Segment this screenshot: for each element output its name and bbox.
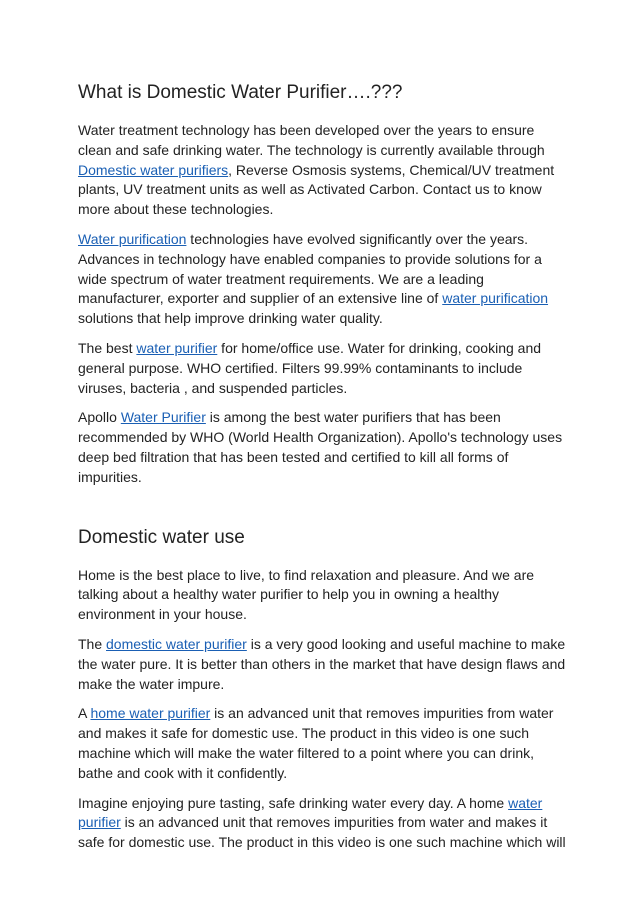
inline-link[interactable]: Water Purifier xyxy=(120,409,206,426)
inline-link[interactable]: Water purification xyxy=(78,230,187,247)
inline-link[interactable]: home water purifier xyxy=(90,705,211,722)
text-run: is an advanced unit that removes impurities from water and makes it safe for domestic use. The product in this video is one such machine which will xyxy=(78,814,566,851)
paragraph xyxy=(78,794,566,853)
paragraph xyxy=(78,121,566,220)
text-run: Water treatment technology has been developed over the years to ensure clean and safe drinking water. The technology is currently available through xyxy=(78,122,545,158)
text-run: solutions that help improve drinking water quality. xyxy=(78,310,383,327)
paragraph xyxy=(78,230,566,329)
text-run: is an advanced unit that removes impurities from water and makes it safe for domestic use. The product in this video is one such machine which will make the water filtered to a point where you can drink, bathe and cook with it confidently. xyxy=(78,705,554,781)
text-run: The best xyxy=(78,339,137,356)
text-run: , Reverse Osmosis systems, Chemical/UV treatment plants, UV treatment units as well as Activated Carbon. Contact us to know more about these technologies. xyxy=(78,161,555,218)
inline-link[interactable]: water purifier xyxy=(78,794,543,831)
paragraph xyxy=(78,704,566,783)
text-run: is among the best water purifiers that has been recommended by WHO (World Health Organization). Apollo's technology uses deep bed filtration that has been tested and certified to kill all forms of impurities. xyxy=(78,409,563,485)
text-run: is a very good looking and useful machine to make the water pure. It is better than others in the market that have design flaws and make the water impure. xyxy=(78,635,566,692)
inline-link[interactable]: water purifier xyxy=(136,339,218,356)
text-run: The xyxy=(78,635,107,652)
section-heading: Domestic water use xyxy=(78,526,245,548)
text-run: Imagine enjoying pure tasting, safe drinking water every day. A home xyxy=(78,794,509,811)
text-run: for home/office use. Water for drinking, cooking and general purpose. WHO certified. Filters 99.99% contaminants to include viruses, bacteria , and suspended particles. xyxy=(78,339,542,396)
inline-link[interactable]: domestic water purifier xyxy=(106,635,247,652)
paragraph xyxy=(78,566,566,625)
section-domestic-use xyxy=(78,526,566,853)
text-run: Home is the best place to live, to find relaxation and pleasure. And we are talking about a healthy water purifier to help you in owning a healthy environment in your house. xyxy=(78,566,535,623)
inline-link[interactable]: water purification xyxy=(442,290,549,307)
section-heading: What is Domestic Water Purifier….??? xyxy=(78,82,403,103)
paragraph xyxy=(78,408,566,487)
text-run: A xyxy=(78,705,91,722)
section-what-is xyxy=(78,0,566,488)
text-run: Apollo xyxy=(78,409,121,426)
text-run: technologies have evolved significantly over the years. Advances in technology have enabled companies to provide solutions for a wide spectrum of water treatment requirements. We are a leading manufacturer, exporter and supplier of an extensive line of xyxy=(78,230,542,307)
inline-link[interactable]: Domestic water purifiers xyxy=(78,161,229,178)
paragraph xyxy=(78,635,566,694)
paragraph xyxy=(78,339,566,398)
